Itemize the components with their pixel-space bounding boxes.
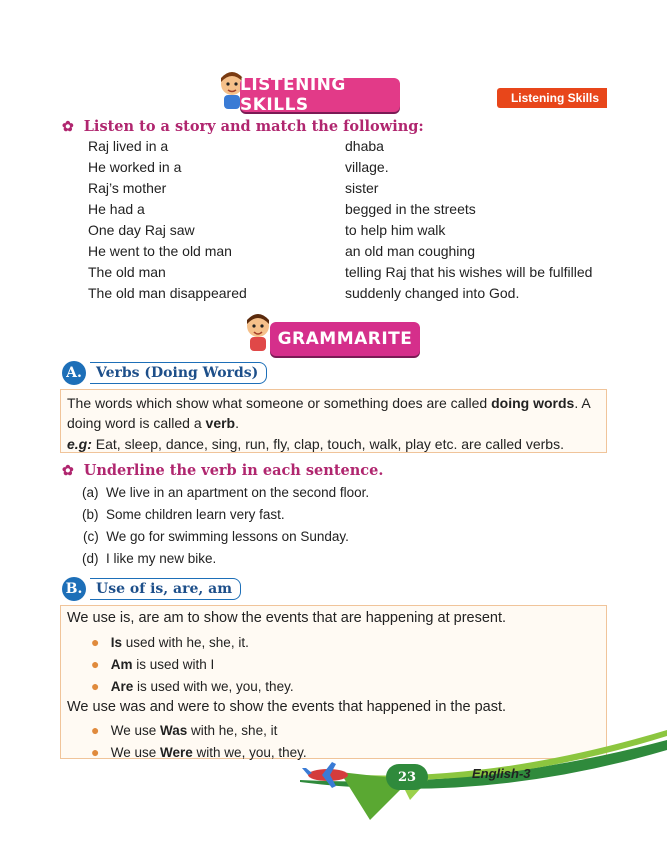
match-right: to help him walk bbox=[345, 222, 446, 238]
match-left: The old man bbox=[88, 264, 166, 280]
flower-icon: ✿ bbox=[62, 119, 74, 135]
present-item: ● Am is used with I bbox=[91, 656, 215, 672]
past-item: ● We use Was with he, she, it bbox=[91, 722, 278, 738]
bullet-icon: ● bbox=[91, 634, 100, 650]
exercise-item: (c) We go for swimming lessons on Sunday. bbox=[83, 529, 349, 544]
section-b-title: Use of is, are, am bbox=[90, 578, 241, 600]
section-a-heading bbox=[62, 360, 267, 386]
match-right: village. bbox=[345, 159, 389, 175]
verb-definition-box bbox=[60, 389, 607, 453]
bullet-icon: ● bbox=[91, 744, 100, 760]
exercise-prompt: ✿ Underline the verb in each sentence. bbox=[62, 462, 384, 479]
present-item: ● Are is used with we, you, they. bbox=[91, 678, 294, 694]
match-right: an old man coughing bbox=[345, 243, 475, 259]
listening-prompt: ✿ Listen to a story and match the following: bbox=[62, 118, 424, 135]
exercise-item: (d) I like my new bike. bbox=[82, 551, 217, 566]
present-rule: We use is, are am to show the events that are happening at present. bbox=[67, 610, 507, 626]
match-right: suddenly changed into God. bbox=[345, 285, 520, 301]
page-number: 23 bbox=[386, 764, 428, 790]
grammarite-badge: GRAMMARITE bbox=[270, 322, 420, 356]
bullet-icon: ● bbox=[91, 722, 100, 738]
match-right: telling Raj that his wishes will be fulfilled bbox=[345, 264, 593, 280]
section-b-letter: B. bbox=[62, 577, 86, 601]
section-b-heading bbox=[62, 576, 241, 602]
section-a-title: Verbs (Doing Words) bbox=[90, 362, 267, 384]
flower-icon: ✿ bbox=[62, 463, 74, 479]
section-a-letter: A. bbox=[62, 361, 86, 385]
match-left: Raj’s mother bbox=[88, 180, 167, 196]
verb-examples: e.g: Eat, sleep, dance, sing, run, fly, clap, touch, walk, play etc. are called verbs. bbox=[67, 436, 564, 452]
exercise-item: (a) We live in an apartment on the second floor. bbox=[82, 485, 370, 500]
match-left: One day Raj saw bbox=[88, 222, 195, 238]
plane-icon bbox=[300, 760, 360, 790]
bullet-icon: ● bbox=[91, 656, 100, 672]
exercise-item: (b) Some children learn very fast. bbox=[82, 507, 285, 522]
match-left: He went to the old man bbox=[88, 243, 232, 259]
match-left: The old man disappeared bbox=[88, 285, 247, 301]
past-rule: We use was and were to show the events that happened in the past. bbox=[67, 699, 507, 715]
match-left: He worked in a bbox=[88, 159, 182, 175]
bullet-icon: ● bbox=[91, 678, 100, 694]
past-item: ● We use Were with we, you, they. bbox=[91, 744, 307, 760]
match-right: begged in the streets bbox=[345, 201, 476, 217]
book-title: English-3 bbox=[472, 766, 531, 781]
match-right: sister bbox=[345, 180, 379, 196]
listening-skills-badge: LISTENING SKILLS bbox=[240, 78, 400, 112]
section-tag: Listening Skills bbox=[497, 88, 607, 108]
present-item: ● Is used with he, she, it. bbox=[91, 634, 249, 650]
match-left: He had a bbox=[88, 201, 145, 217]
match-right: dhaba bbox=[345, 138, 384, 154]
match-left: Raj lived in a bbox=[88, 138, 169, 154]
verb-definition: The words which show what someone or something does are called doing words. A doing word is called a verb. bbox=[67, 395, 590, 431]
